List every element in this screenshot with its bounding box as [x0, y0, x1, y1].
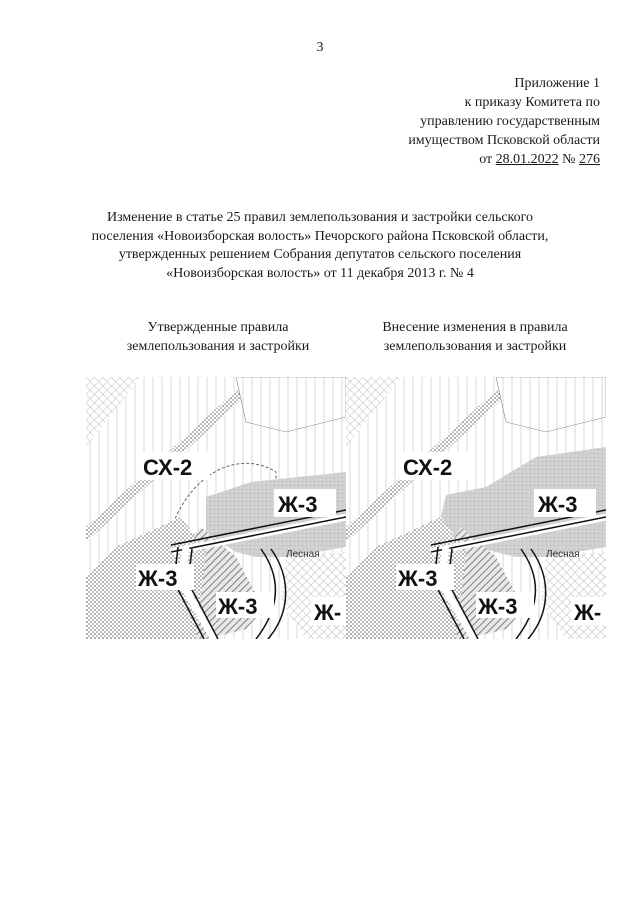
zone-label-zh3: Ж-3	[538, 492, 578, 517]
order-number: 276	[579, 152, 600, 167]
appendix-line: к приказу Комитета по	[464, 95, 600, 110]
document-title	[60, 209, 580, 283]
title-line: «Новоизборская волость» от 11 декабря 2013 г. № 4	[166, 265, 474, 281]
map-amendment	[346, 377, 606, 639]
title-line: утвержденных решением Собрания депутатов сельского поселения	[118, 247, 522, 262]
appendix-block	[350, 74, 600, 169]
map-approved	[86, 377, 346, 639]
street-label: Лесная	[546, 549, 580, 560]
date-prefix: от	[479, 152, 496, 167]
zone-label-zh3: Ж-3	[278, 492, 318, 517]
column-heading-approved	[88, 318, 348, 356]
appendix-line: Приложение 1	[514, 76, 600, 91]
column-heading-line: землепользования и застройки	[126, 339, 310, 354]
street-label: Лесная	[286, 549, 320, 560]
appendix-line: управлению государственным	[420, 114, 600, 129]
zone-label-zh-partial: Ж-	[574, 600, 602, 625]
zone-label-zh3: Ж-3	[138, 566, 178, 591]
title-line: поселения «Новоизборская волость» Печорского района Псковской области,	[91, 228, 549, 244]
zone-label-sx2: СХ-2	[143, 455, 193, 480]
map-approved-svg	[86, 377, 346, 639]
appendix-line: имуществом Псковской области	[408, 133, 600, 148]
zone-label-zh3: Ж-3	[478, 594, 518, 619]
map-amendment-svg	[346, 377, 606, 639]
zone-label-zh3: Ж-3	[398, 566, 438, 591]
title-line: Изменение в статье 25 правил землепользования и застройки сельского	[106, 210, 534, 225]
column-heading-line: землепользования и застройки	[383, 339, 567, 354]
zone-label-sx2: СХ-2	[403, 455, 453, 480]
column-heading-amendment	[345, 318, 605, 356]
zone-label-zh-partial: Ж-	[314, 600, 342, 625]
column-heading-line: Внесение изменения в правила	[382, 320, 568, 335]
zone-label-zh3: Ж-3	[218, 594, 258, 619]
order-date: 28.01.2022	[495, 152, 559, 167]
number-prefix: №	[558, 152, 579, 167]
appendix-date-line	[350, 150, 600, 169]
column-heading-line: Утвержденные правила	[147, 320, 289, 335]
page-number: 3	[316, 40, 324, 55]
